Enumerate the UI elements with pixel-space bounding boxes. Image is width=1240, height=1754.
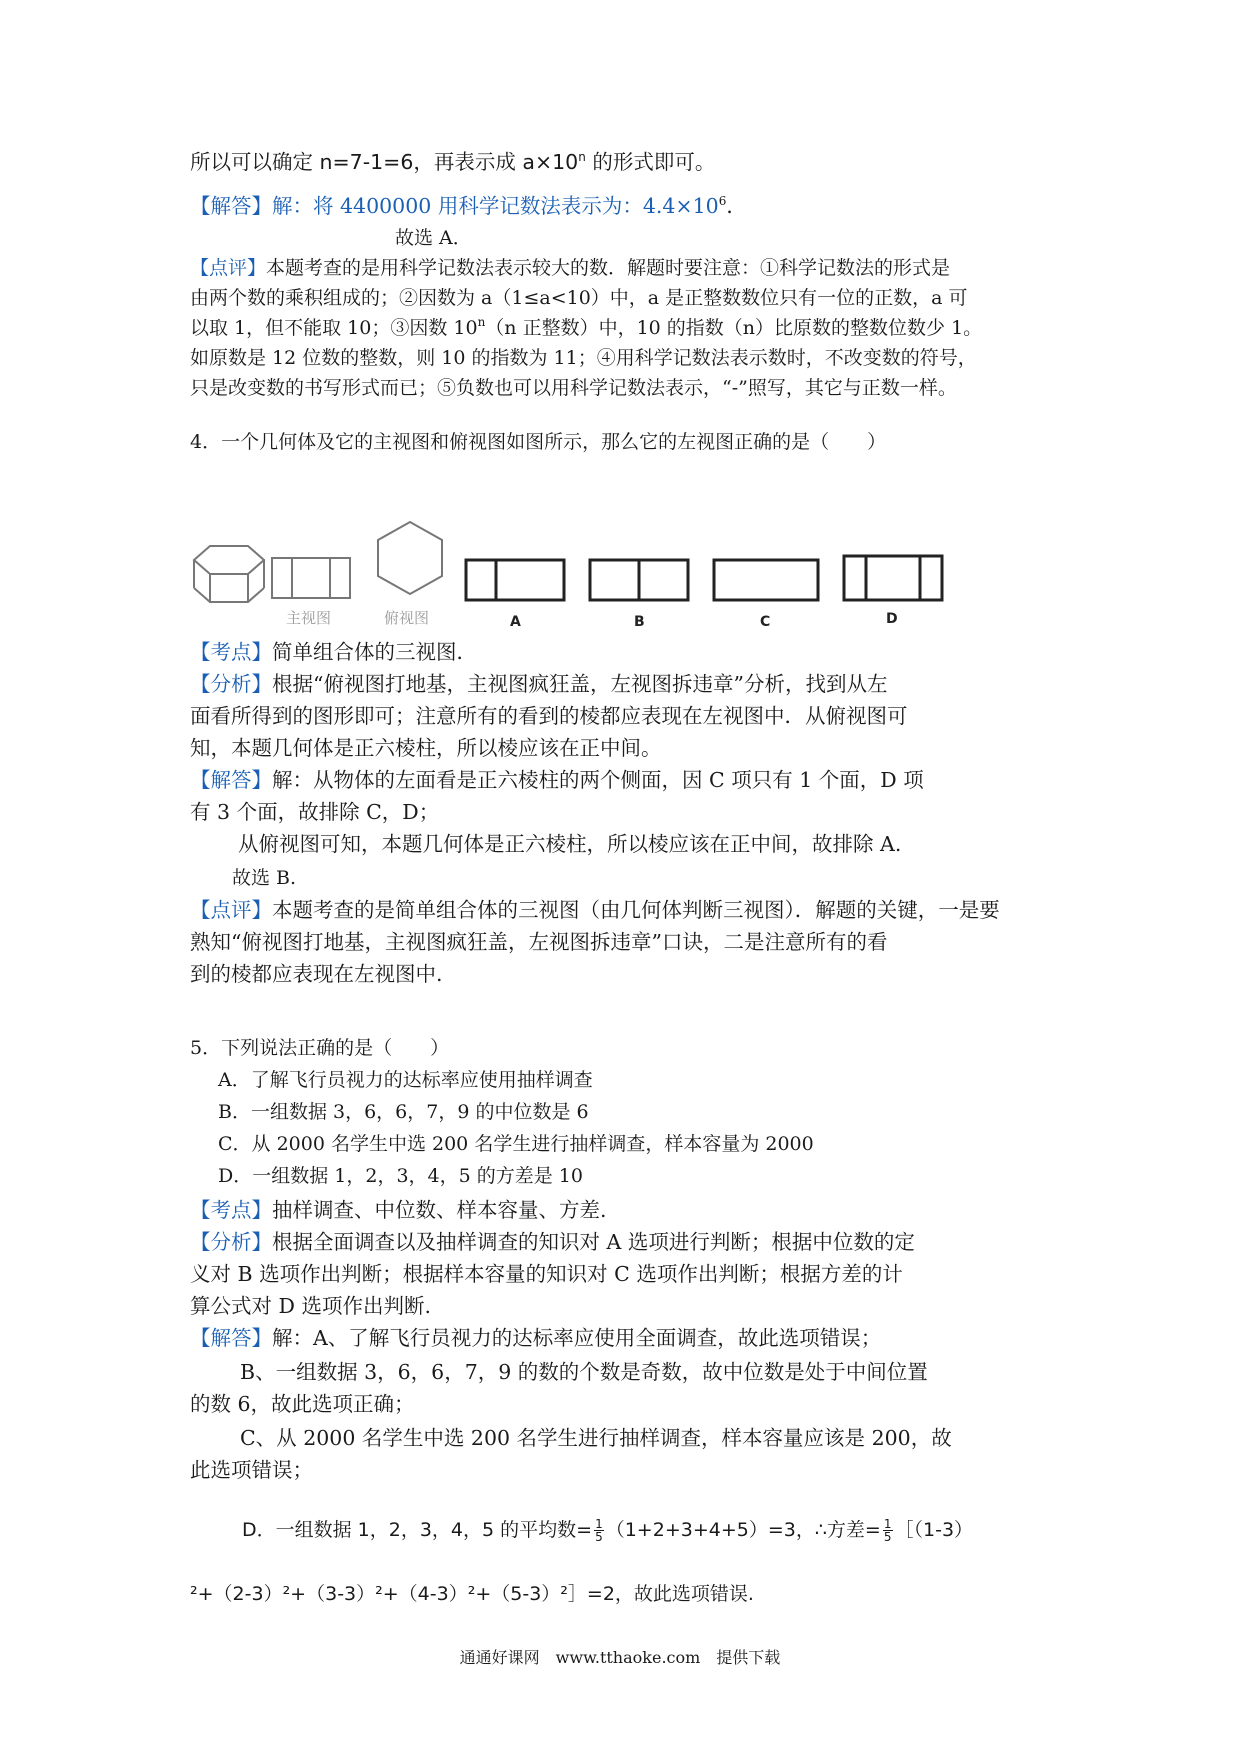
kaodian-tag: 【考点】 xyxy=(190,640,272,664)
q5-variance-line: D．一组数据 1，2，3，4，5 的平均数= $\frac{1}{5}$ （1+2+3+4+5）=3，∴方差= $\frac{1}{5}$ ［（1-3） xyxy=(242,1517,974,1544)
text-line: 算公式对 D 选项作出判断. xyxy=(190,1294,431,1318)
text-line: 到的棱都应表现在左视图中. xyxy=(190,962,443,986)
text-line: 有 3 个面，故排除 C，D； xyxy=(190,800,440,824)
text-line: 以取 1，但不能取 10；③因数 10$^n$（n 正整数）中，10 的指数（n）比原数的整数位数少 1。 xyxy=(190,315,983,339)
comment-tag: 【点评】 xyxy=(190,898,272,922)
text-line: 此选项错误； xyxy=(190,1458,313,1482)
option-a-label: A xyxy=(510,614,521,630)
q4-figure xyxy=(190,518,1070,630)
fraction-one-fifth: $\frac{1}{5}$ xyxy=(883,1517,892,1544)
q5-answer: 【解答】解：A、了解飞行员视力的达标率应使用全面调查，故此选项错误； xyxy=(190,1326,882,1350)
text-line: 只是改变数的书写形式而已；⑤负数也可以用科学记数法表示，“-”照写，其它与正数一样。 xyxy=(190,377,957,399)
q5-option-b: B．一组数据 3，6，6，7，9 的中位数是 6 xyxy=(218,1101,589,1123)
text-line: 所以可以确定 n=7-1=6，再表示成 $a\times 10^n$ 的形式即可。 xyxy=(190,150,716,174)
option-b-drawing xyxy=(590,560,688,600)
prism-drawing xyxy=(194,546,264,602)
text-line: 的数 6，故此选项正确； xyxy=(190,1392,415,1416)
answer-tag: 【解答】 xyxy=(190,194,272,218)
q3-choice: 故选 A． xyxy=(395,227,472,249)
option-b-label: B xyxy=(634,614,645,630)
text-line: B、一组数据 3，6，6，7，9 的数的个数是奇数，故中位数是处于中间位置 xyxy=(240,1360,928,1384)
answer-tag: 【解答】 xyxy=(190,1326,272,1350)
text-line: 义对 B 选项作出判断；根据样本容量的知识对 C 选项作出判断；根据方差的计 xyxy=(190,1262,903,1286)
q5-variance-line-2: ²+（2-3）²+（3-3）²+（4-3）²+（5-3）²］=2，故此选项错误. xyxy=(190,1583,754,1605)
text-line: 从俯视图可知，本题几何体是正六棱柱，所以棱应该在正中间，故排除 A. xyxy=(238,832,902,856)
kaodian-tag: 【考点】 xyxy=(190,1198,272,1222)
option-c-label: C xyxy=(760,614,771,630)
q5-option-d: D．一组数据 1，2，3，4，5 的方差是 10 xyxy=(218,1165,583,1187)
q5-analysis: 【分析】根据全面调查以及抽样调查的知识对 A 选项进行判断；根据中位数的定 xyxy=(190,1230,915,1254)
top-view-caption: 俯视图 xyxy=(384,609,430,627)
page-footer: 通通好课网 www.tthaoke.com 提供下载 xyxy=(459,1648,781,1667)
text-line: 知，本题几何体是正六棱柱，所以棱应该在正中间。 xyxy=(190,736,662,760)
text-line: C、从 2000 名学生中选 200 名学生进行抽样调查，样本容量应该是 200，故 xyxy=(240,1426,952,1450)
option-d-drawing xyxy=(844,556,942,600)
q4-choice: 故选 B. xyxy=(232,867,297,889)
text-line: 由两个数的乘积组成的；②因数为 a（1≤a<10）中，a 是正整数数位只有一位的正数，a 可 xyxy=(190,287,968,309)
q4-comment: 【点评】本题考查的是简单组合体的三视图（由几何体判断三视图）．解题的关键，一是要 xyxy=(190,898,1000,922)
text-line: 如原数是 12 位数的整数，则 10 的指数为 11；④用科学记数法表示数时，不改变数的符号， xyxy=(190,347,977,369)
q5-kaodian: 【考点】抽样调查、中位数、样本容量、方差. xyxy=(190,1198,607,1222)
q5-title: 5．下列说法正确的是（ ） xyxy=(190,1037,450,1059)
option-a-drawing xyxy=(466,560,564,600)
q4-analysis: 【分析】根据“俯视图打地基，主视图疯狂盖，左视图拆违章”分析，找到从左 xyxy=(190,672,888,696)
text-line: 面看所得到的图形即可；注意所有的看到的棱都应表现在左视图中．从俯视图可 xyxy=(190,704,908,728)
fraction-one-fifth: $\frac{1}{5}$ xyxy=(595,1517,603,1544)
top-view-drawing xyxy=(378,522,442,594)
option-d-label: D xyxy=(886,611,898,627)
text-line: 熟知“俯视图打地基，主视图疯狂盖，左视图拆违章”口诀，二是注意所有的看 xyxy=(190,930,888,954)
analysis-tag: 【分析】 xyxy=(190,1230,272,1254)
option-c-drawing xyxy=(714,560,818,600)
main-view-caption: 主视图 xyxy=(286,609,332,627)
analysis-tag: 【分析】 xyxy=(190,672,272,696)
q4-title: 4．一个几何体及它的主视图和俯视图如图所示，那么它的左视图正确的是（ ） xyxy=(190,431,887,453)
main-view-drawing xyxy=(272,558,350,598)
q4-answer: 【解答】解：从物体的左面看是正六棱柱的两个侧面，因 C 项只有 1 个面，D 项 xyxy=(190,768,924,792)
q5-option-c: C．从 2000 名学生中选 200 名学生进行抽样调查，样本容量为 2000 xyxy=(218,1133,814,1155)
comment-tag: 【点评】 xyxy=(190,257,267,279)
q4-kaodian: 【考点】简单组合体的三视图． xyxy=(190,640,477,664)
q5-option-a: A．了解飞行员视力的达标率应使用抽样调查 xyxy=(218,1069,593,1091)
q3-answer-line: 【解答】解：将 4400000 用科学记数法表示为：$4.4\times 10^6$． xyxy=(190,194,747,218)
q3-comment: 【点评】本题考查的是用科学记数法表示较大的数．解题时要注意：①科学记数法的形式是 xyxy=(190,257,951,279)
answer-tag: 【解答】 xyxy=(190,768,272,792)
